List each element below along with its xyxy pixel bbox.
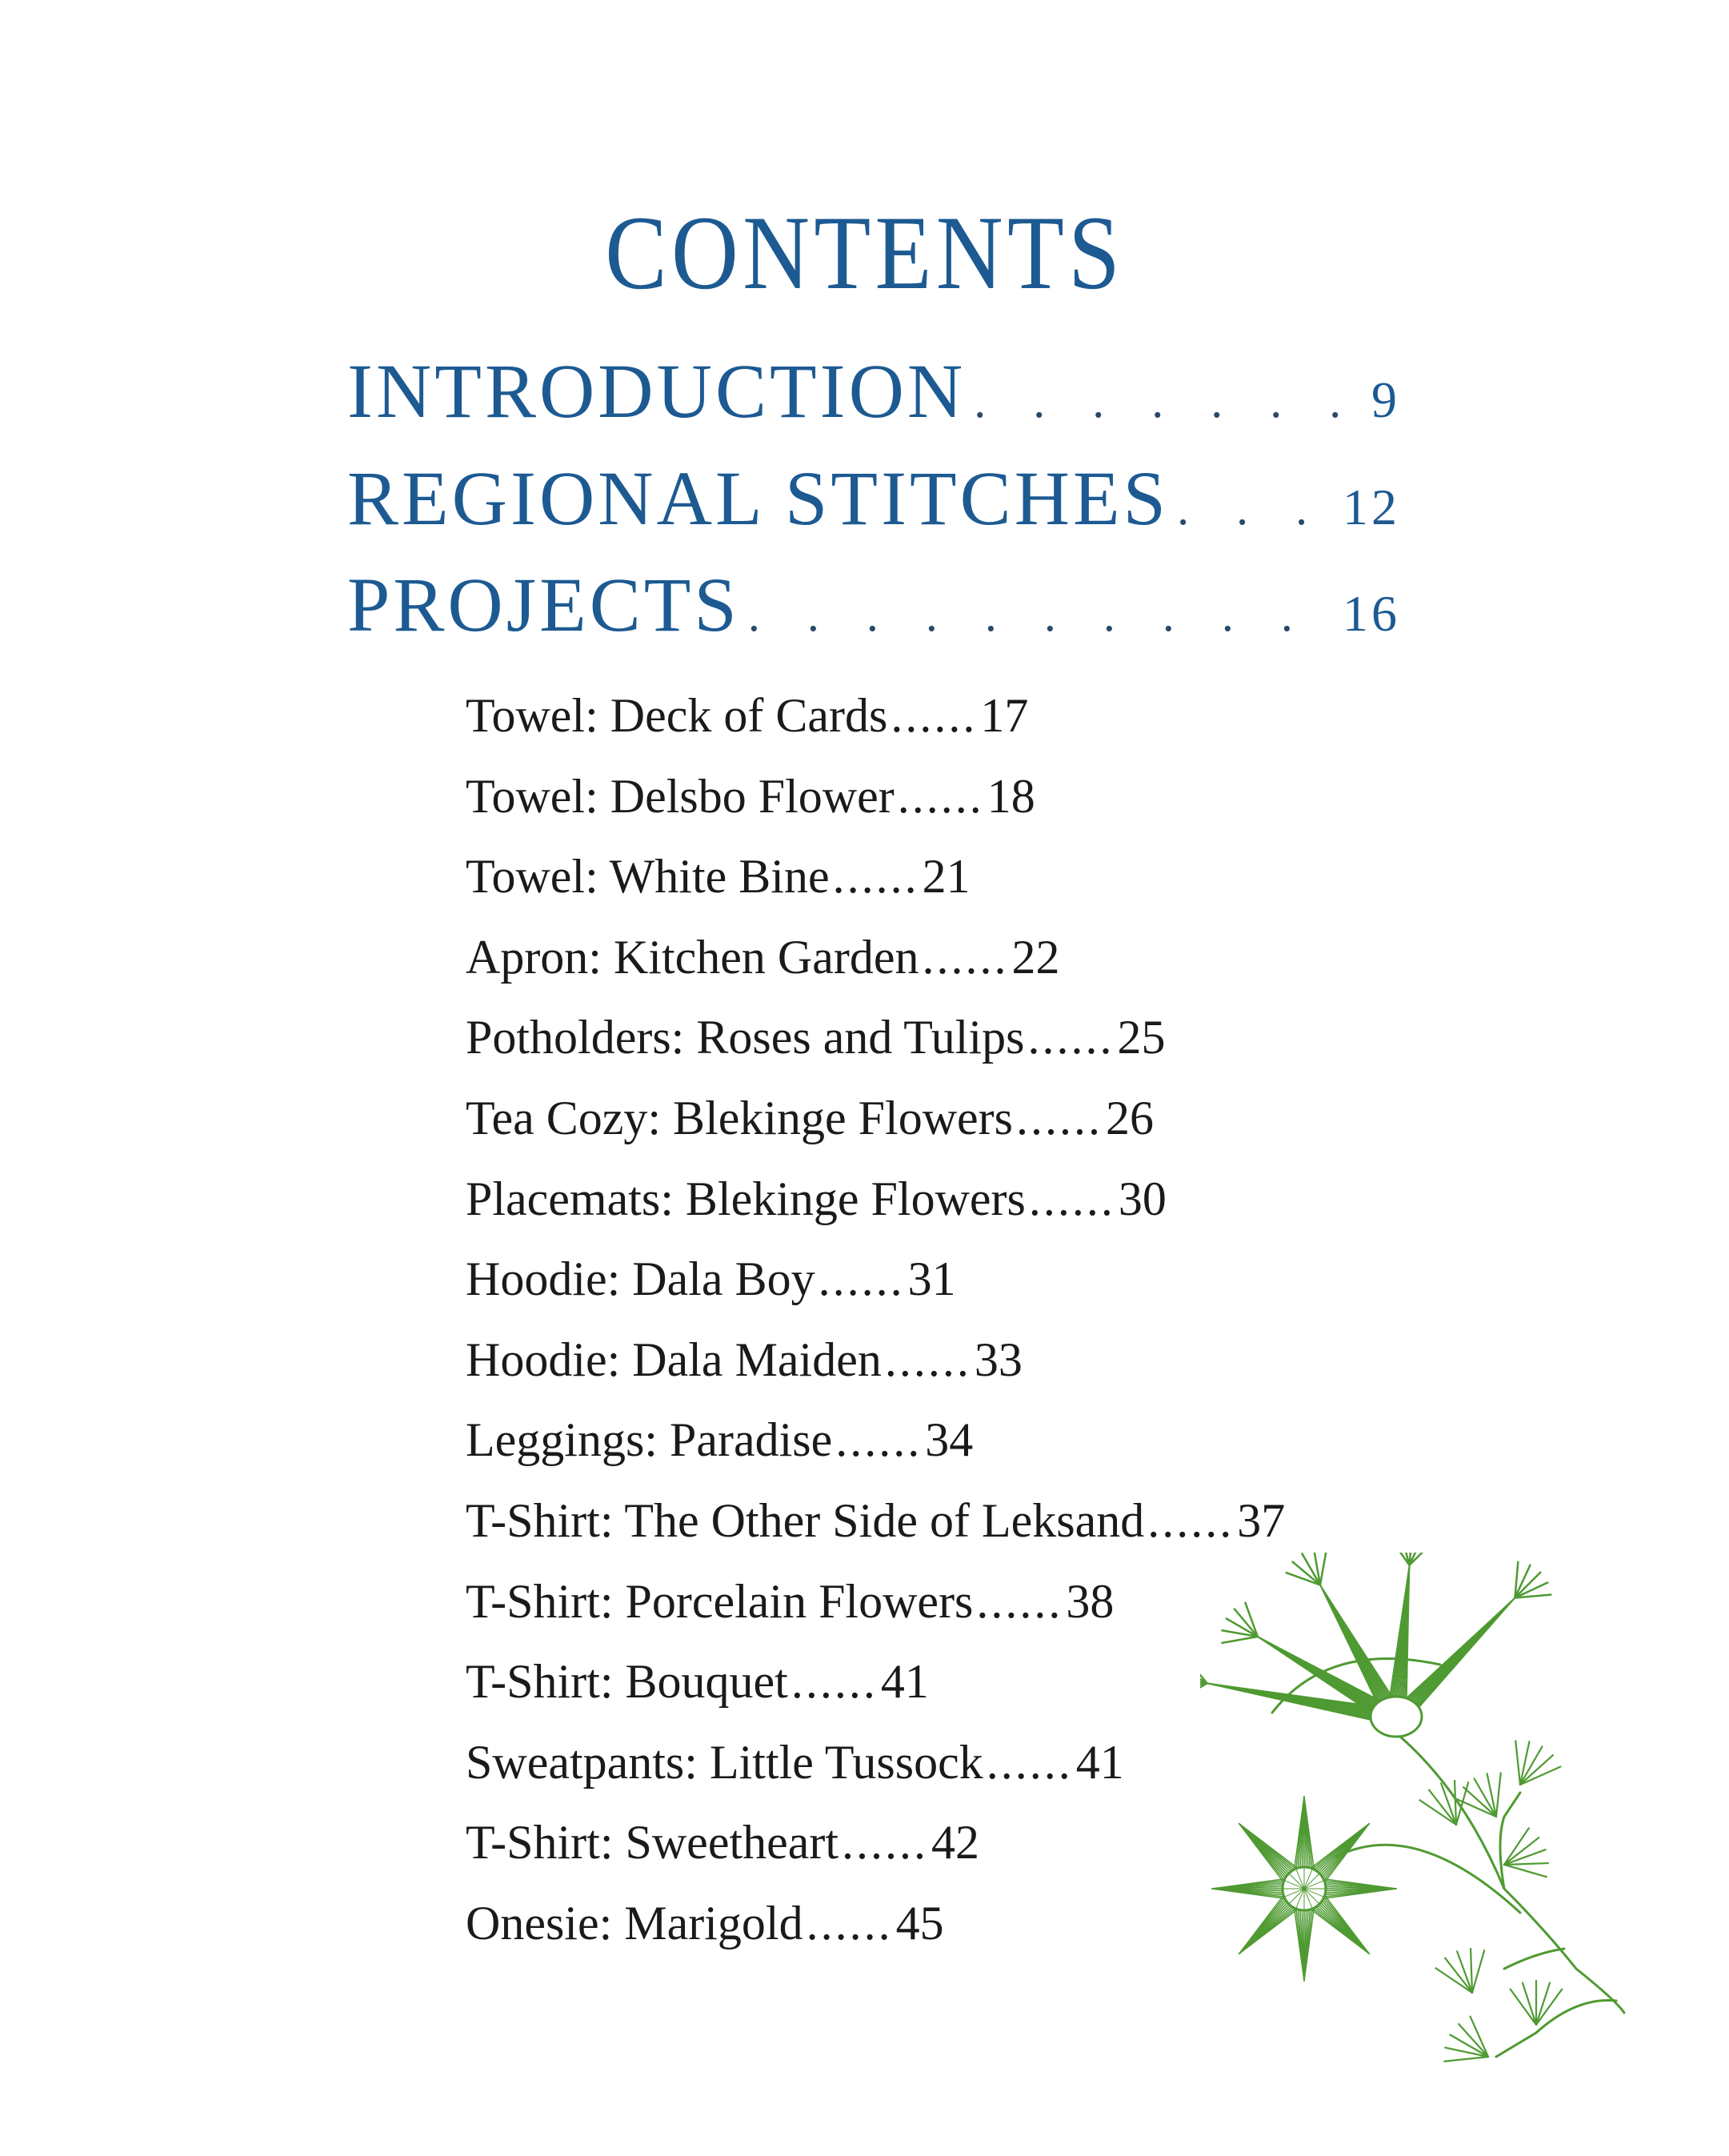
dot-leader: ...... [884, 1332, 971, 1386]
project-label: Tea Cozy: Blekinge Flowers [466, 1092, 1013, 1144]
section-page-number: 16 [1343, 585, 1400, 642]
project-label: Sweatpants: Little Tussock [466, 1735, 983, 1789]
project-page-number: 33 [974, 1332, 1023, 1386]
dot-leader: ...... [1027, 1011, 1115, 1064]
dot-leader: ...... [806, 1897, 893, 1950]
project-page-number: 38 [1066, 1574, 1115, 1628]
dot-leader: ...... [922, 930, 1009, 984]
dot-leader: ...... [832, 850, 919, 904]
project-page-number: 34 [925, 1413, 974, 1467]
embroidered-flower-illustration [1200, 1553, 1696, 2145]
toc-project-entry[interactable] [466, 1413, 974, 1467]
project-label: T-Shirt: Porcelain Flowers [466, 1574, 974, 1628]
toc-project-entry[interactable] [466, 1332, 1023, 1386]
project-page-number: 42 [931, 1816, 980, 1869]
project-label: Towel: Deck of Cards [466, 689, 888, 742]
toc-project-entry[interactable] [466, 689, 1029, 742]
project-page-number: 17 [980, 689, 1029, 742]
toc-project-entry[interactable] [466, 1735, 1124, 1789]
dot-leader [974, 377, 1363, 425]
project-label: Hoodie: Dala Maiden [466, 1332, 882, 1386]
dot-leader: ...... [1028, 1172, 1115, 1225]
toc-project-entry[interactable] [466, 850, 971, 904]
project-label: Onesie: Marigold [466, 1897, 803, 1950]
dot-leader: ...... [1016, 1092, 1103, 1144]
toc-project-entry[interactable] [466, 1574, 1115, 1628]
toc-project-entry[interactable] [466, 1816, 980, 1869]
project-page-number: 26 [1106, 1092, 1154, 1144]
project-label: Leggings: Paradise [466, 1413, 833, 1467]
dot-leader: ...... [790, 1655, 878, 1709]
toc-project-entry[interactable] [466, 1172, 1167, 1225]
project-page-number: 30 [1118, 1172, 1167, 1225]
dot-leader [1177, 484, 1335, 532]
section-label: INTRODUCTION [347, 348, 967, 434]
project-label: Placemats: Blekinge Flowers [466, 1172, 1026, 1225]
page-title: CONTENTS [605, 194, 1124, 311]
project-label: Towel: White Bine [466, 850, 830, 904]
project-page-number: 25 [1117, 1011, 1166, 1064]
project-label: T-Shirt: The Other Side of Leksand [466, 1494, 1145, 1547]
toc-section-projects[interactable] [347, 562, 1400, 647]
toc-project-entry[interactable] [466, 1094, 1154, 1142]
project-page-number: 41 [880, 1655, 929, 1709]
project-label: Apron: Kitchen Garden [466, 930, 919, 984]
dot-leader: ...... [842, 1816, 929, 1869]
dot-leader [748, 591, 1335, 639]
toc-project-entry[interactable] [466, 1897, 944, 1950]
project-page-number: 21 [922, 850, 971, 904]
dot-leader: ...... [986, 1735, 1073, 1789]
section-label: PROJECTS [347, 562, 740, 647]
section-page-number: 12 [1343, 479, 1400, 535]
project-page-number: 37 [1237, 1494, 1286, 1547]
section-label: REGIONAL STITCHES [347, 455, 1170, 541]
dot-leader: ...... [976, 1574, 1063, 1628]
dot-leader: ...... [891, 689, 978, 742]
toc-project-entry[interactable] [466, 1011, 1166, 1064]
project-label: Potholders: Roses and Tulips [466, 1011, 1025, 1064]
dot-leader: ...... [1147, 1494, 1235, 1547]
toc-section-regional-stitches[interactable] [347, 455, 1400, 541]
dot-leader: ...... [835, 1413, 923, 1467]
project-page-number: 41 [1075, 1735, 1124, 1789]
toc-project-entry[interactable] [466, 1494, 1286, 1547]
project-label: Hoodie: Dala Boy [466, 1252, 815, 1306]
project-page-number: 45 [895, 1897, 944, 1950]
dot-leader: ...... [818, 1252, 905, 1306]
project-label: Towel: Delsbo Flower [466, 769, 895, 823]
toc-section-introduction[interactable] [347, 348, 1400, 434]
toc-project-entry[interactable] [466, 1655, 929, 1709]
toc-project-entry[interactable] [466, 1252, 956, 1306]
section-page-number: 9 [1371, 371, 1400, 428]
project-page-number: 31 [907, 1252, 956, 1306]
toc-project-entry[interactable] [466, 769, 1035, 823]
toc-project-entry[interactable] [466, 930, 1060, 984]
project-page-number: 22 [1011, 930, 1060, 984]
project-label: T-Shirt: Sweetheart [466, 1816, 839, 1869]
project-page-number: 18 [987, 769, 1035, 823]
project-label: T-Shirt: Bouquet [466, 1655, 788, 1709]
dot-leader: ...... [897, 769, 984, 823]
